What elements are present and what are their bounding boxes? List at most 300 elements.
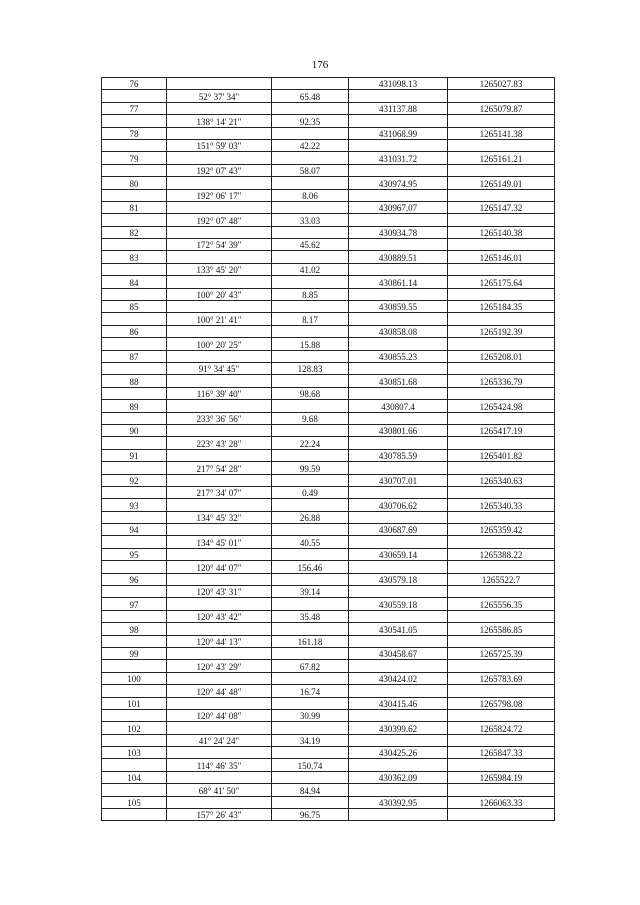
x-coordinate-cell: 430415.46 <box>349 697 448 709</box>
x-coordinate-cell: 430974.95 <box>349 177 448 189</box>
x-coordinate-cell: 430399.62 <box>349 722 448 734</box>
empty-cell <box>167 722 272 734</box>
empty-cell <box>349 784 448 796</box>
point-row <box>102 177 555 189</box>
distance-cell: 45.62 <box>272 239 349 251</box>
empty-cell <box>102 313 167 325</box>
direction-angle-cell: 133° 45' 20" <box>167 263 272 275</box>
point-row <box>102 127 555 139</box>
empty-cell <box>102 610 167 622</box>
distance-cell: 33.03 <box>272 214 349 226</box>
direction-angle-cell: 100° 20' 43" <box>167 288 272 300</box>
direction-angle-cell: 172° 54' 39" <box>167 239 272 251</box>
empty-cell <box>349 660 448 672</box>
direction-angle-cell: 134° 45' 01" <box>167 536 272 548</box>
y-coordinate-cell: 1265586.85 <box>448 623 555 635</box>
x-coordinate-cell: 430851.68 <box>349 375 448 387</box>
empty-cell <box>448 263 555 275</box>
point-row <box>102 623 555 635</box>
direction-angle-cell: 134° 45' 32" <box>167 511 272 523</box>
empty-cell <box>272 102 349 114</box>
empty-cell <box>272 747 349 759</box>
empty-cell <box>448 239 555 251</box>
empty-cell <box>448 536 555 548</box>
y-coordinate-cell: 1265184.35 <box>448 301 555 313</box>
empty-cell <box>102 511 167 523</box>
point-number-cell: 96 <box>102 573 167 585</box>
point-row <box>102 474 555 486</box>
y-coordinate-cell: 1265149.01 <box>448 177 555 189</box>
segment-row <box>102 809 555 821</box>
empty-cell <box>272 400 349 412</box>
point-number-cell: 80 <box>102 177 167 189</box>
empty-cell <box>102 412 167 424</box>
direction-angle-cell: 100° 21' 41" <box>167 313 272 325</box>
empty-cell <box>349 412 448 424</box>
segment-row <box>102 660 555 672</box>
distance-cell: 128.83 <box>272 362 349 374</box>
empty-cell <box>102 338 167 350</box>
y-coordinate-cell: 1265847.33 <box>448 747 555 759</box>
y-coordinate-cell: 1265798.08 <box>448 697 555 709</box>
empty-cell <box>272 548 349 560</box>
empty-cell <box>349 115 448 127</box>
x-coordinate-cell: 430424.02 <box>349 672 448 684</box>
point-number-cell: 104 <box>102 771 167 783</box>
empty-cell <box>448 437 555 449</box>
empty-cell <box>448 486 555 498</box>
point-number-cell: 98 <box>102 623 167 635</box>
empty-cell <box>349 635 448 647</box>
segment-row <box>102 90 555 102</box>
empty-cell <box>272 276 349 288</box>
direction-angle-cell: 151° 59' 03" <box>167 139 272 151</box>
direction-angle-cell: 217° 34' 07" <box>167 486 272 498</box>
point-number-cell: 77 <box>102 102 167 114</box>
empty-cell <box>102 214 167 226</box>
x-coordinate-cell: 430967.07 <box>349 201 448 213</box>
empty-cell <box>102 660 167 672</box>
empty-cell <box>272 623 349 635</box>
empty-cell <box>448 90 555 102</box>
empty-cell <box>448 784 555 796</box>
y-coordinate-cell: 1265140.38 <box>448 226 555 238</box>
point-row <box>102 78 555 90</box>
point-row <box>102 102 555 114</box>
empty-cell <box>448 660 555 672</box>
empty-cell <box>349 536 448 548</box>
point-row <box>102 301 555 313</box>
empty-cell <box>349 263 448 275</box>
x-coordinate-cell: 430801.66 <box>349 424 448 436</box>
segment-row <box>102 263 555 275</box>
point-number-cell: 90 <box>102 424 167 436</box>
point-row <box>102 449 555 461</box>
point-row <box>102 226 555 238</box>
segment-row <box>102 313 555 325</box>
x-coordinate-cell: 430579.18 <box>349 573 448 585</box>
direction-angle-cell: 120° 43' 29" <box>167 660 272 672</box>
point-number-cell: 97 <box>102 598 167 610</box>
empty-cell <box>349 313 448 325</box>
empty-cell <box>272 424 349 436</box>
segment-row <box>102 115 555 127</box>
empty-cell <box>167 499 272 511</box>
y-coordinate-cell: 1265208.01 <box>448 350 555 362</box>
empty-cell <box>102 462 167 474</box>
y-coordinate-cell: 1265824.72 <box>448 722 555 734</box>
empty-cell <box>102 486 167 498</box>
direction-angle-cell: 138° 14' 21" <box>167 115 272 127</box>
distance-cell: 84.94 <box>272 784 349 796</box>
empty-cell <box>102 115 167 127</box>
direction-angle-cell: 91° 34' 45" <box>167 362 272 374</box>
empty-cell <box>102 809 167 821</box>
empty-cell <box>272 474 349 486</box>
empty-cell <box>272 598 349 610</box>
empty-cell <box>102 139 167 151</box>
distance-cell: 65.48 <box>272 90 349 102</box>
empty-cell <box>448 313 555 325</box>
point-number-cell: 94 <box>102 524 167 536</box>
empty-cell <box>448 412 555 424</box>
empty-cell <box>102 362 167 374</box>
empty-cell <box>272 350 349 362</box>
point-number-cell: 92 <box>102 474 167 486</box>
empty-cell <box>349 809 448 821</box>
distance-cell: 99.59 <box>272 462 349 474</box>
segment-row <box>102 709 555 721</box>
empty-cell <box>349 362 448 374</box>
point-number-cell: 105 <box>102 796 167 808</box>
empty-cell <box>167 474 272 486</box>
distance-cell: 40.55 <box>272 536 349 548</box>
segment-row <box>102 784 555 796</box>
segment-row <box>102 189 555 201</box>
segment-row <box>102 685 555 697</box>
empty-cell <box>272 226 349 238</box>
y-coordinate-cell: 1265175.64 <box>448 276 555 288</box>
direction-angle-cell: 41° 24' 24" <box>167 734 272 746</box>
distance-cell: 156.46 <box>272 561 349 573</box>
empty-cell <box>167 177 272 189</box>
distance-cell: 67.82 <box>272 660 349 672</box>
segment-row <box>102 561 555 573</box>
x-coordinate-cell: 430934.78 <box>349 226 448 238</box>
x-coordinate-cell: 430659.14 <box>349 548 448 560</box>
point-number-cell: 84 <box>102 276 167 288</box>
empty-cell <box>167 796 272 808</box>
point-row <box>102 672 555 684</box>
coordinates-table <box>101 77 555 821</box>
y-coordinate-cell: 1265161.21 <box>448 152 555 164</box>
x-coordinate-cell: 430861.14 <box>349 276 448 288</box>
empty-cell <box>349 437 448 449</box>
y-coordinate-cell: 1265192.39 <box>448 325 555 337</box>
empty-cell <box>448 685 555 697</box>
empty-cell <box>272 796 349 808</box>
distance-cell: 15.88 <box>272 338 349 350</box>
segment-row <box>102 536 555 548</box>
distance-cell: 34.19 <box>272 734 349 746</box>
empty-cell <box>167 251 272 263</box>
distance-cell: 16.74 <box>272 685 349 697</box>
point-row <box>102 375 555 387</box>
segment-row <box>102 214 555 226</box>
x-coordinate-cell: 430707.01 <box>349 474 448 486</box>
empty-cell <box>272 78 349 90</box>
empty-cell <box>167 127 272 139</box>
empty-cell <box>167 400 272 412</box>
empty-cell <box>102 387 167 399</box>
direction-angle-cell: 233° 36' 56" <box>167 412 272 424</box>
empty-cell <box>272 771 349 783</box>
x-coordinate-cell: 430706.62 <box>349 499 448 511</box>
empty-cell <box>167 697 272 709</box>
empty-cell <box>167 325 272 337</box>
empty-cell <box>349 685 448 697</box>
point-row <box>102 771 555 783</box>
segment-row <box>102 338 555 350</box>
empty-cell <box>167 598 272 610</box>
empty-cell <box>448 139 555 151</box>
empty-cell <box>448 709 555 721</box>
direction-angle-cell: 192° 07' 43" <box>167 164 272 176</box>
empty-cell <box>102 164 167 176</box>
point-row <box>102 325 555 337</box>
point-number-cell: 83 <box>102 251 167 263</box>
x-coordinate-cell: 430425.26 <box>349 747 448 759</box>
segment-row <box>102 387 555 399</box>
empty-cell <box>349 511 448 523</box>
distance-cell: 30.99 <box>272 709 349 721</box>
y-coordinate-cell: 1265783.69 <box>448 672 555 684</box>
empty-cell <box>349 288 448 300</box>
empty-cell <box>349 586 448 598</box>
empty-cell <box>272 201 349 213</box>
empty-cell <box>167 672 272 684</box>
distance-cell: 150.74 <box>272 759 349 771</box>
y-coordinate-cell: 1265141.38 <box>448 127 555 139</box>
empty-cell <box>448 164 555 176</box>
x-coordinate-cell: 430858.08 <box>349 325 448 337</box>
empty-cell <box>102 685 167 697</box>
empty-cell <box>448 214 555 226</box>
empty-cell <box>102 784 167 796</box>
empty-cell <box>167 449 272 461</box>
empty-cell <box>349 90 448 102</box>
direction-angle-cell: 217° 54' 28" <box>167 462 272 474</box>
point-number-cell: 78 <box>102 127 167 139</box>
segment-row <box>102 239 555 251</box>
empty-cell <box>272 697 349 709</box>
empty-cell <box>349 759 448 771</box>
empty-cell <box>448 635 555 647</box>
empty-cell <box>167 647 272 659</box>
y-coordinate-cell: 1265336.79 <box>448 375 555 387</box>
point-row <box>102 747 555 759</box>
empty-cell <box>102 734 167 746</box>
direction-angle-cell: 120° 44' 48" <box>167 685 272 697</box>
empty-cell <box>272 573 349 585</box>
empty-cell <box>102 561 167 573</box>
direction-angle-cell: 68° 41' 50" <box>167 784 272 796</box>
distance-cell: 35.48 <box>272 610 349 622</box>
empty-cell <box>349 709 448 721</box>
direction-angle-cell: 120° 44' 08" <box>167 709 272 721</box>
empty-cell <box>102 759 167 771</box>
empty-cell <box>102 189 167 201</box>
empty-cell <box>102 586 167 598</box>
point-number-cell: 100 <box>102 672 167 684</box>
empty-cell <box>272 524 349 536</box>
point-row <box>102 697 555 709</box>
empty-cell <box>102 635 167 647</box>
empty-cell <box>167 524 272 536</box>
distance-cell: 9.68 <box>272 412 349 424</box>
x-coordinate-cell: 430889.51 <box>349 251 448 263</box>
empty-cell <box>349 610 448 622</box>
direction-angle-cell: 120° 43' 42" <box>167 610 272 622</box>
point-row <box>102 251 555 263</box>
segment-row <box>102 462 555 474</box>
empty-cell <box>448 610 555 622</box>
empty-cell <box>349 239 448 251</box>
x-coordinate-cell: 431098.13 <box>349 78 448 90</box>
page-number: 176 <box>311 59 329 71</box>
distance-cell: 98.68 <box>272 387 349 399</box>
point-number-cell: 103 <box>102 747 167 759</box>
empty-cell <box>448 288 555 300</box>
x-coordinate-cell: 430807.4 <box>349 400 448 412</box>
point-number-cell: 86 <box>102 325 167 337</box>
empty-cell <box>167 301 272 313</box>
empty-cell <box>448 586 555 598</box>
y-coordinate-cell: 1265027.83 <box>448 78 555 90</box>
empty-cell <box>448 387 555 399</box>
empty-cell <box>448 511 555 523</box>
point-row <box>102 598 555 610</box>
y-coordinate-cell: 1265556.35 <box>448 598 555 610</box>
empty-cell <box>349 561 448 573</box>
y-coordinate-cell: 1265388.22 <box>448 548 555 560</box>
point-number-cell: 87 <box>102 350 167 362</box>
distance-cell: 39.14 <box>272 586 349 598</box>
segment-row <box>102 437 555 449</box>
empty-cell <box>349 338 448 350</box>
direction-angle-cell: 223° 43' 28" <box>167 437 272 449</box>
distance-cell: 41.02 <box>272 263 349 275</box>
empty-cell <box>167 375 272 387</box>
direction-angle-cell: 120° 44' 13" <box>167 635 272 647</box>
empty-cell <box>272 325 349 337</box>
x-coordinate-cell: 430785.59 <box>349 449 448 461</box>
empty-cell <box>448 462 555 474</box>
x-coordinate-cell: 431068.99 <box>349 127 448 139</box>
segment-row <box>102 734 555 746</box>
empty-cell <box>167 276 272 288</box>
point-number-cell: 79 <box>102 152 167 164</box>
empty-cell <box>349 164 448 176</box>
empty-cell <box>167 747 272 759</box>
empty-cell <box>349 387 448 399</box>
empty-cell <box>349 486 448 498</box>
distance-cell: 22.24 <box>272 437 349 449</box>
empty-cell <box>272 301 349 313</box>
segment-row <box>102 759 555 771</box>
distance-cell: 58.07 <box>272 164 349 176</box>
direction-angle-cell: 114° 46' 35" <box>167 759 272 771</box>
x-coordinate-cell: 430855.23 <box>349 350 448 362</box>
empty-cell <box>167 102 272 114</box>
empty-cell <box>448 338 555 350</box>
x-coordinate-cell: 430559.18 <box>349 598 448 610</box>
empty-cell <box>102 90 167 102</box>
direction-angle-cell: 157° 26' 43" <box>167 809 272 821</box>
y-coordinate-cell: 1265079.87 <box>448 102 555 114</box>
segment-row <box>102 511 555 523</box>
point-row <box>102 647 555 659</box>
direction-angle-cell: 52° 37' 34" <box>167 90 272 102</box>
point-row <box>102 499 555 511</box>
segment-row <box>102 288 555 300</box>
point-number-cell: 91 <box>102 449 167 461</box>
segment-row <box>102 362 555 374</box>
empty-cell <box>102 239 167 251</box>
distance-cell: 161.18 <box>272 635 349 647</box>
direction-angle-cell: 192° 07' 48" <box>167 214 272 226</box>
point-row <box>102 548 555 560</box>
empty-cell <box>272 177 349 189</box>
direction-angle-cell: 100° 20' 25" <box>167 338 272 350</box>
point-number-cell: 102 <box>102 722 167 734</box>
y-coordinate-cell: 1265147.32 <box>448 201 555 213</box>
direction-angle-cell: 120° 44' 07" <box>167 561 272 573</box>
empty-cell <box>272 499 349 511</box>
empty-cell <box>167 424 272 436</box>
empty-cell <box>167 548 272 560</box>
distance-cell: 42.22 <box>272 139 349 151</box>
y-coordinate-cell: 1265984.19 <box>448 771 555 783</box>
y-coordinate-cell: 1265359.42 <box>448 524 555 536</box>
point-number-cell: 81 <box>102 201 167 213</box>
empty-cell <box>102 288 167 300</box>
y-coordinate-cell: 1265146.01 <box>448 251 555 263</box>
empty-cell <box>167 350 272 362</box>
x-coordinate-cell: 430541.05 <box>349 623 448 635</box>
point-row <box>102 796 555 808</box>
segment-row <box>102 610 555 622</box>
point-number-cell: 95 <box>102 548 167 560</box>
empty-cell <box>272 722 349 734</box>
empty-cell <box>272 672 349 684</box>
y-coordinate-cell: 1265522.7 <box>448 573 555 585</box>
y-coordinate-cell: 1265725.39 <box>448 647 555 659</box>
point-row <box>102 424 555 436</box>
empty-cell <box>349 734 448 746</box>
point-number-cell: 82 <box>102 226 167 238</box>
empty-cell <box>272 251 349 263</box>
empty-cell <box>349 189 448 201</box>
segment-row <box>102 486 555 498</box>
segment-row <box>102 412 555 424</box>
empty-cell <box>448 362 555 374</box>
empty-cell <box>167 623 272 635</box>
segment-row <box>102 139 555 151</box>
empty-cell <box>272 647 349 659</box>
empty-cell <box>448 809 555 821</box>
distance-cell: 26.88 <box>272 511 349 523</box>
